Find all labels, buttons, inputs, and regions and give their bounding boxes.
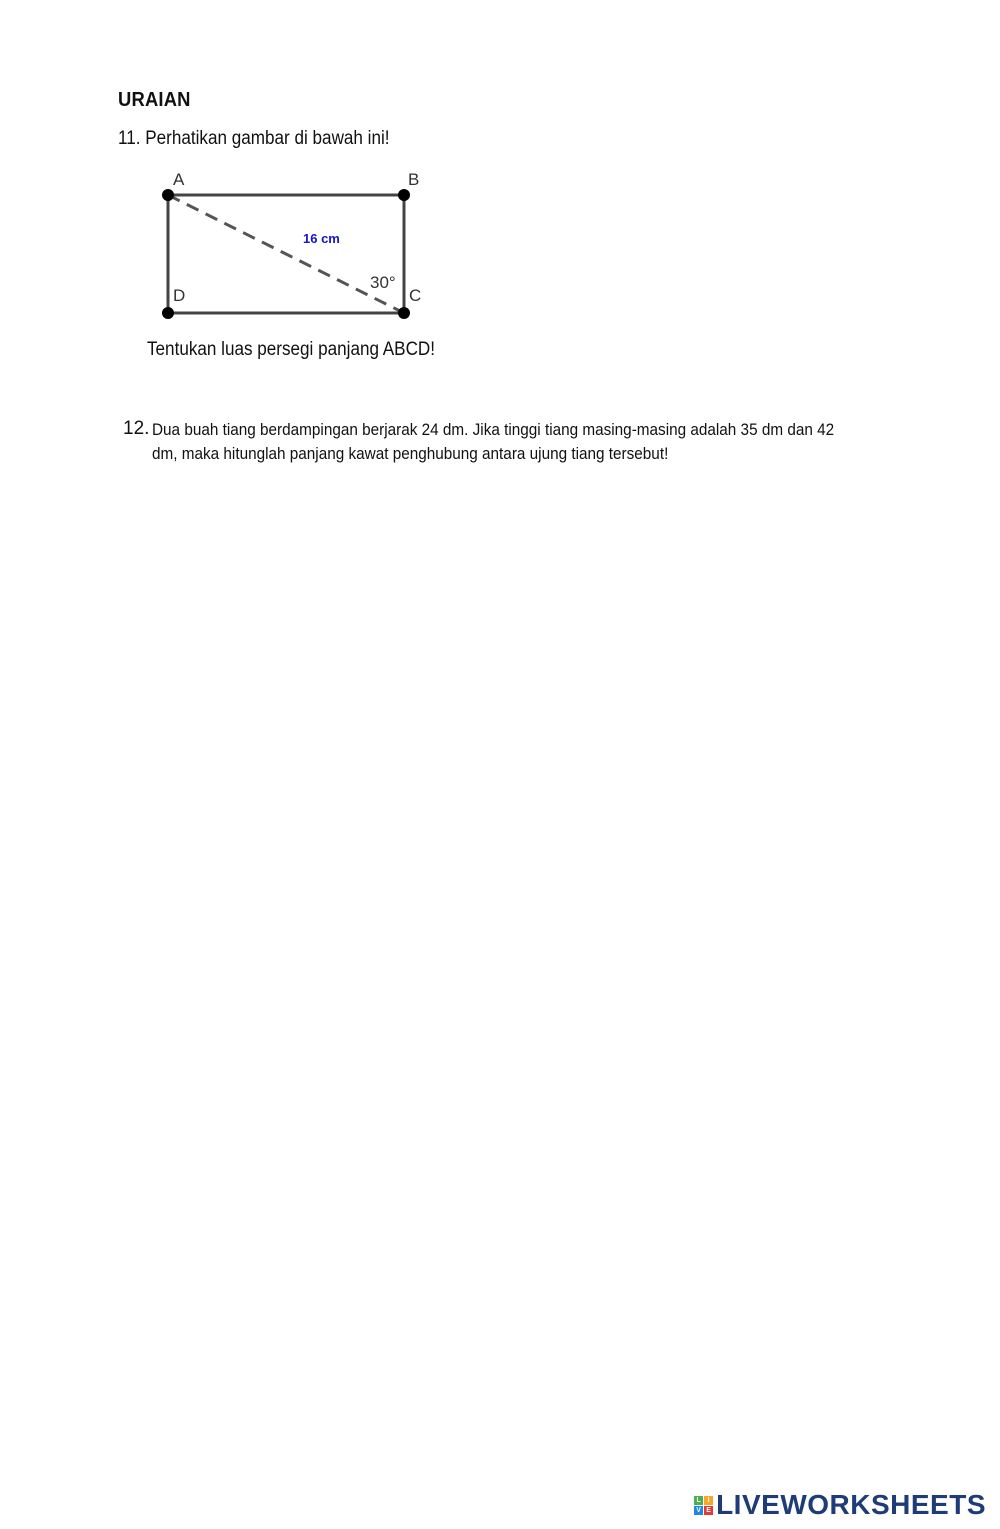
logo-icon-letter: L	[694, 1496, 703, 1505]
vertex-a-label: A	[173, 170, 185, 189]
vertex-b-point	[398, 189, 410, 201]
question-11-prompt: 11. Perhatikan gambar di bawah ini!	[118, 128, 390, 149]
vertex-d-point	[162, 307, 174, 319]
vertex-a-point	[162, 189, 174, 201]
liveworksheets-logo-icon	[694, 1496, 713, 1515]
logo-icon-letter: E	[704, 1506, 713, 1515]
vertex-c-point	[398, 307, 410, 319]
vertex-b-label: B	[408, 170, 420, 189]
diagonal-length-label: 16 cm	[303, 231, 340, 246]
logo-icon-letter: I	[704, 1496, 713, 1505]
question-12-number: 12.	[123, 418, 150, 439]
question-12-text-line-2: dm, maka hitunglah panjang kawat penghubung antara ujung tiang tersebut!	[152, 444, 669, 463]
logo-icon-letter: V	[694, 1506, 703, 1515]
liveworksheets-logo-text: LIVEWORKSHEETS	[716, 1489, 986, 1520]
question-11-task: Tentukan luas persegi panjang ABCD!	[147, 339, 436, 360]
diagonal-ac	[168, 195, 404, 313]
angle-label: 30°	[370, 273, 396, 292]
vertex-d-label: D	[173, 286, 186, 305]
question-12-text-line-1: Dua buah tiang berdampingan berjarak 24 dm. Jika tinggi tiang masing-masing adalah 35 dm dan 42	[152, 420, 835, 439]
liveworksheets-logo	[694, 1489, 986, 1521]
section-heading: URAIAN	[118, 89, 191, 111]
vertex-c-label: C	[409, 286, 422, 305]
rectangle-diagram	[150, 162, 450, 332]
